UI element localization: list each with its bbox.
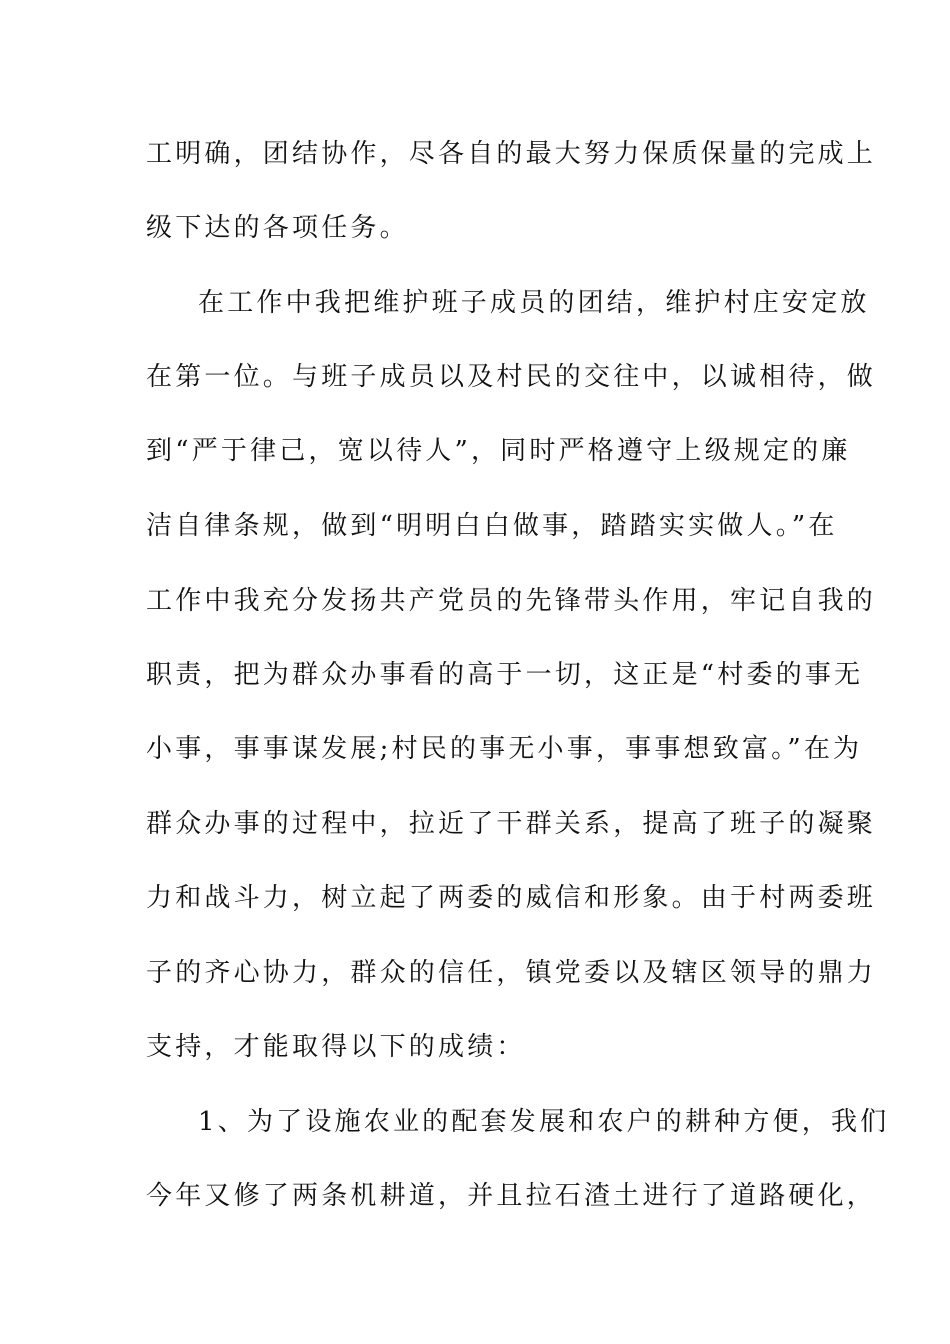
- paragraph-start-line: 在工作中我把维护班子成员的团结，维护村庄安定放: [198, 288, 870, 318]
- text-line: 职责，把为群众办事看的高于一切，这正是“村委的事无: [146, 660, 864, 690]
- text-line: 力和战斗力，树立起了两委的威信和形象。由于村两委班: [146, 883, 877, 913]
- text-line: 小事，事事谋发展;村民的事无小事，事事想致富。”在为: [146, 734, 863, 764]
- text-line: 群众办事的过程中，拉近了干群关系，提高了班子的凝聚: [146, 809, 877, 839]
- text-line: 工作中我充分发扬共产党员的先锋带头作用，牢记自我的: [146, 586, 877, 616]
- text-line: 洁自律条规，做到“明明白白做事，踏踏实实做人。”在: [146, 511, 838, 541]
- text-line: 今年又修了两条机耕道，并且拉石渣土进行了道路硬化，: [146, 1181, 877, 1211]
- text-line: 在第一位。与班子成员以及村民的交往中，以诚相待，做: [146, 362, 877, 392]
- text-line: 级下达的各项任务。: [146, 213, 409, 243]
- text-line: 子的齐心协力，群众的信任，镇党委以及辖区领导的鼎力: [146, 958, 877, 988]
- text-line: 支持，才能取得以下的成绩：: [146, 1032, 526, 1062]
- paragraph-start-line: 1、为了设施农业的配套发展和农户的耕种方便，我们: [198, 1107, 890, 1137]
- text-line: 到“严于律己，宽以待人”，同时严格遵守上级规定的廉: [146, 436, 851, 466]
- text-line: 工明确，团结协作，尽各自的最大努力保质保量的完成上: [146, 139, 877, 169]
